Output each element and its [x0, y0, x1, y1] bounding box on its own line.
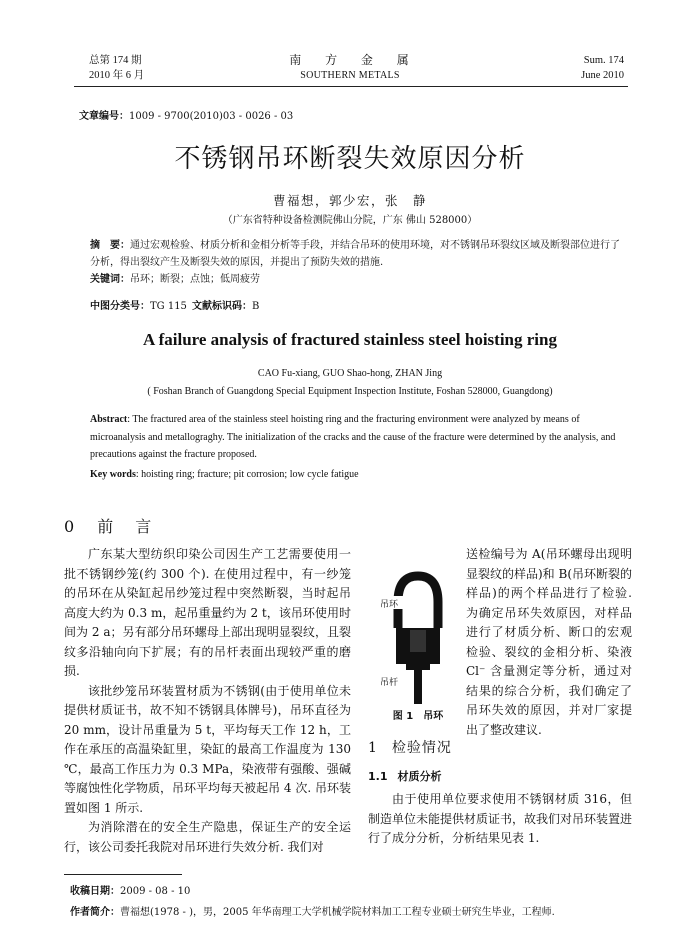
figure-label-rod: 吊杆 [380, 678, 399, 688]
doc-code-label: 文献标识码： [192, 301, 252, 312]
footnote-author [70, 903, 555, 918]
issue-date-en: June 2010 [581, 70, 624, 81]
figure-1 [376, 568, 460, 718]
header-rule [74, 86, 628, 87]
section-1-number: 1 [368, 740, 378, 756]
clc-number [90, 297, 187, 312]
body-right-column-bottom [368, 790, 632, 849]
body-right-column-top: 送检编号为 A(吊环螺母出现明显裂纹的样品)和 B(吊环断裂的样品)的两个样品进行了检验. 为确定吊环失效原因，对样品进行了材质分析、断口的宏观检验、裂纹的金相分析、染液 Cl⁻ 含量测定等分析，通过对结果的综合分析，我们确定了吊环失效的原因，并对厂家提出了整改建议. [466, 547, 632, 737]
issue-number: 总第 174 期 [89, 55, 142, 66]
journal-name-block [270, 53, 430, 83]
received-date: 2009 - 08 - 10 [120, 886, 191, 897]
english-keywords-text: : hoisting ring; fracture; pit corrosion; low cycle fatigue [135, 469, 359, 480]
figure-1-caption: 图 1 吊环 [392, 711, 444, 722]
section-1-1-heading [368, 768, 442, 784]
paragraph-2: 该批纱笼吊环装置材质为不锈钢(由于使用单位未提供材质证书，故不知不锈钢具体牌号)，吊环直径为 20 mm，设计吊重量为 5 t，平均每天工作 12 h，工作在承压的高温染缸里，染缸的最高工作温度为 130 ℃，最高工作压力为 0.3 MPa，染液带有强酸、强碱等腐蚀性化学物质，吊环平均每天被起吊 4 次. 吊环装置如图 1 所示. [64, 683, 351, 815]
english-affiliation: ( Foshan Branch of Guangdong Special Equipment Inspection Institute, Foshan 528000, Guangdong) [147, 386, 553, 397]
section-1-title: 检验情况 [391, 740, 452, 756]
author-bio-label: 作者简介： [70, 907, 120, 918]
footnote-received [70, 882, 190, 897]
header-sum-block [540, 53, 624, 83]
author-list: 曹福想，郭少宏，张 静 [272, 193, 427, 208]
abstract-text: 通过宏观检验、材质分析和金相分析等手段，并结合吊环的使用环境，对不锈钢吊环裂纹区域及断裂部位进行了分析，得出裂纹产生及断裂失效的原因，并提出了预防失效的措施. [90, 240, 620, 268]
abstract-label: 摘 要： [90, 240, 130, 251]
section-1-heading [368, 737, 452, 757]
article-number-value: 1009 - 9700(2010)03 - 0026 - 03 [129, 111, 294, 122]
header-issue-block [89, 53, 144, 83]
sum-number: Sum. 174 [583, 55, 624, 66]
section-0-title: 前 言 [97, 517, 155, 536]
section-1-1-number: 1.1 [368, 770, 388, 783]
keywords-label: 关键词： [90, 274, 130, 285]
document-code [192, 297, 259, 312]
issue-date-cn: 2010 年 6 月 [89, 70, 145, 81]
author-bio: 曹福想(1978 - )，男，2005 年华南理工大学机械学院材料加工工程专业硕士研究生毕业，工程师. [120, 907, 555, 918]
clc-label: 中图分类号： [90, 301, 150, 312]
paragraph-4: 由于使用单位要求使用不锈钢材质 316，但制造单位未能提供材质证书，故我们对吊环装置进行了成分分析，分析结果见表 1. [368, 792, 633, 845]
paragraph-1: 广东某大型纺织印染公司因生产工艺需要使用一批不锈钢纱笼(约 300 个). 在使用过程中，有一纱笼的吊环在从染缸起吊纱笼过程中突然断裂，当时起吊高度大约为 0.3 m，起吊重量约为 2 t，该吊环使用时间为 2 a；另有部分吊环螺母上部出现明显裂纹，且裂纹多沿轴向向下扩展；有的吊杆表面出现较严重的磨损. [64, 547, 351, 678]
article-number [79, 107, 293, 122]
received-label: 收稿日期： [70, 886, 120, 897]
english-keywords-label: Key words [90, 469, 136, 480]
journal-name-en: SOUTHERN METALS [300, 70, 400, 81]
english-abstract [90, 411, 628, 464]
body-left-column [64, 545, 351, 857]
abstract-cn [90, 237, 628, 288]
section-0-number: 0 [64, 517, 78, 536]
paragraph-3: 为消除潜在的安全生产隐患，保证生产的安全运行，该公司委托我院对吊环进行失效分析. 我们对 [64, 820, 351, 854]
footnote-rule [64, 874, 182, 875]
section-0-heading [64, 514, 154, 537]
keywords-text: 吊环；断裂；点蚀；低周疲劳 [130, 274, 260, 285]
paper-title: 不锈钢吊环断裂失效原因分析 [174, 144, 526, 174]
english-keywords [90, 469, 359, 480]
figure-label-ring: 吊环 [380, 600, 399, 610]
journal-name-cn: 南 方 金 属 [289, 53, 419, 67]
doc-code-value: B [252, 301, 260, 312]
article-number-label: 文章编号： [79, 111, 129, 122]
section-1-1-title: 材质分析 [397, 770, 442, 783]
english-title: A failure analysis of fractured stainless steel hoisting ring [143, 330, 557, 349]
english-authors: CAO Fu-xiang, GUO Shao-hong, ZHAN Jing [257, 368, 443, 379]
clc-value: TG 115 [150, 301, 187, 312]
english-abstract-label: Abstract [90, 414, 128, 425]
affiliation: （广东省特种设备检测院佛山分院，广东 佛山 528000） [222, 215, 478, 226]
english-abstract-text: : The fractured area of the stainless steel hoisting ring and the fracturing environment were analyzed by means of microanalysis and metallograghy. The initialization of the cracks and the cause of the fracture were determined by the analysis, and precautions against the fracture proposed. [90, 414, 616, 460]
